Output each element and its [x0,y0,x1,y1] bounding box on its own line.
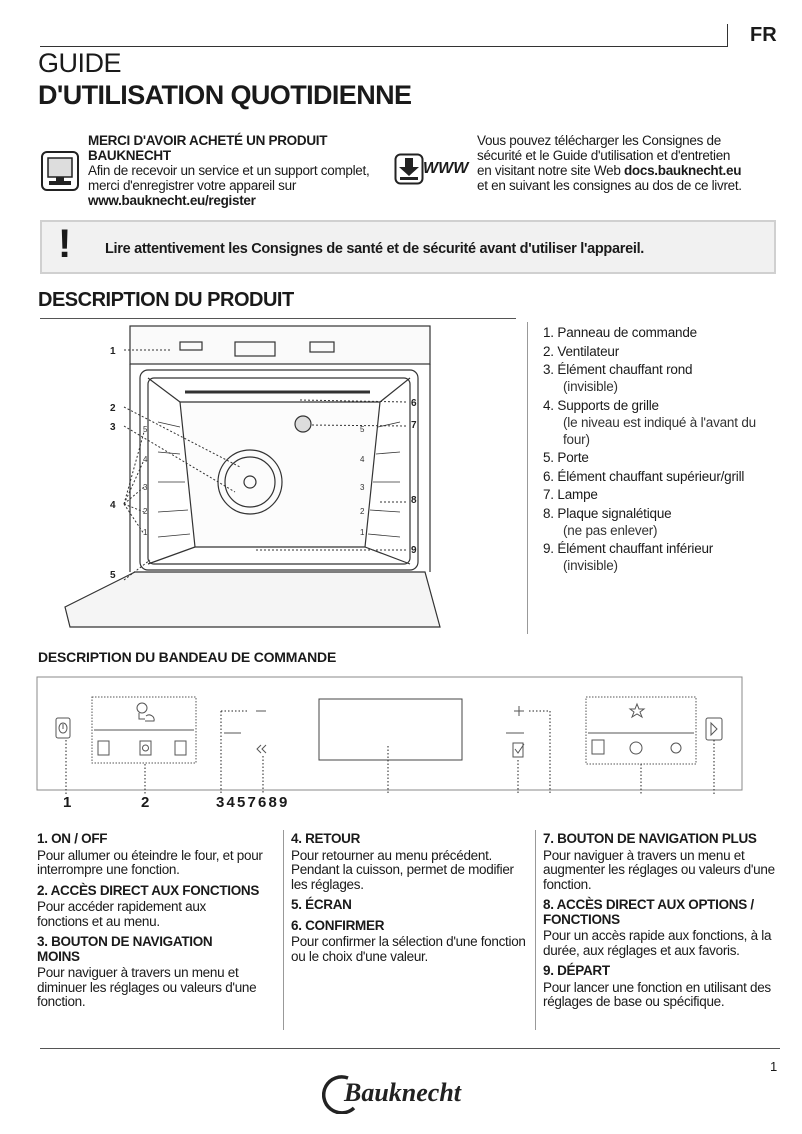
part-label: 9. Élément chauffant inférieur [543,541,714,556]
divider [40,1048,780,1049]
item-text: Pour naviguer à travers un menu et augmenter les réglages ou valeurs d'une fonction. [543,847,775,892]
divider [40,318,516,319]
description-column-2 [291,832,531,970]
part-label: 1. Panneau de commande [543,325,697,340]
part-label: 7. Lampe [543,487,598,502]
item-text: Pour lancer une fonction en utilisant des réglages de base ou spécifique. [543,979,771,1009]
part-label: 5. Porte [543,450,589,465]
product-heading: DESCRIPTION DU PRODUIT [38,289,294,311]
part-item [543,324,778,341]
part-item [543,449,778,466]
download-text-end: et en suivant les consignes au dos de ce livret. [477,178,742,193]
panel-numbers-3-9: 3 4 5 7 6 8 9 [216,794,287,811]
shelf-level-5: 5 [360,425,365,434]
plus-icon [514,706,524,716]
part-label: 3. Élément chauffant rond [543,362,693,377]
description-column-1 [37,832,277,1016]
shelf-level-5: 5 [143,425,148,434]
shelf-level-2: 2 [143,507,148,516]
oven-diagram [40,322,510,637]
item-text: Pour naviguer à travers un menu et diminuer les réglages ou valeurs d'une fonction. [37,965,257,1009]
item-title: 1. ON / OFF [37,831,108,846]
parts-list [543,324,778,576]
item-title: 4. RETOUR [291,831,361,846]
download-text: Vous pouvez télécharger les Consignes de sécurité et le Guide d'utilisation et d'entretien en visitant notre site Web [477,133,731,178]
chef-hat-icon [137,703,154,721]
callout-8: 8 [411,495,417,506]
download-info [477,133,747,193]
divider [40,46,728,47]
docs-link[interactable]: docs.bauknecht.eu [623,163,742,178]
fan-icon [140,741,151,755]
part-label: 2. Ventilateur [543,343,620,359]
item-text: Pour allumer ou éteindre le four, et pour interrompre une fonction. [37,847,263,877]
callout-6: 6 [411,398,417,409]
part-item [543,486,778,503]
panel-number-1: 1 [63,794,72,811]
part-note: (ne pas enlever) [563,522,658,538]
power-icon [56,718,70,738]
divider [283,830,284,1030]
shelf-level-4: 4 [360,455,365,464]
confirm-icon [513,743,524,757]
part-note: (invisible) [563,558,618,573]
part-item [543,361,778,395]
shelf-level-1: 1 [360,528,365,537]
back-icon [257,745,266,753]
shelf-level-3: 3 [143,483,148,492]
panel-heading: DESCRIPTION DU BANDEAU DE COMMANDE [38,649,337,665]
svg-text:Bauknecht: Bauknecht [344,1078,462,1107]
title-line-1: GUIDE [38,48,122,78]
callout-5: 5 [110,570,116,581]
item-text: Pour confirmer la sélection d'une fonction ou le choix d'une valeur. [291,934,526,964]
www-icon-text: WWW [423,160,469,177]
start-icon [706,718,722,740]
page-number: 1 [770,1059,778,1074]
part-note: (le niveau est indiqué à l'avant du four) [563,414,756,447]
download-icon [394,153,424,185]
display-screen [319,699,462,760]
part-item [543,540,778,574]
register-heading: MERCI D'AVOIR ACHETÉ UN PRODUIT BAUKNECHT [88,133,328,163]
shelf-level-4: 4 [143,455,148,464]
part-label: 4. Supports de grille [543,397,659,413]
options-icon [592,740,604,754]
item-title: 6. CONFIRMER [291,917,385,933]
shelf-level-3: 3 [360,483,365,492]
exclamation-icon: ! [58,222,72,266]
item-title: 9. DÉPART [543,963,610,978]
language-code: FR [750,24,777,46]
part-item [543,397,778,448]
register-link[interactable]: www.bauknecht.eu/register [88,193,256,208]
description-column-3 [543,832,781,1016]
item-text: Pour accéder rapidement aux fonctions et au menu. [37,899,207,929]
part-label: 8. Plaque signalétique [543,505,672,521]
control-panel-diagram [36,676,746,794]
menu-icon [98,741,109,755]
item-title: 2. ACCÈS DIRECT AUX FONCTIONS [37,882,260,898]
monitor-icon [40,150,80,192]
timer-icon [630,742,642,754]
bauknecht-logo [322,1070,502,1119]
shelf-level-2: 2 [360,507,365,516]
title-line-2: D'UTILISATION QUOTIDIENNE [38,80,412,110]
item-title: 7. BOUTON DE NAVIGATION PLUS [543,831,757,846]
callout-3: 3 [110,422,116,433]
favorite-star-icon [630,704,644,717]
panel-number-2: 2 [141,794,150,811]
part-item [543,468,778,485]
settings-gear-icon [671,743,681,753]
screen-icon [175,741,186,755]
item-title: 3. BOUTON DE NAVIGATION MOINS [37,934,213,964]
divider [535,830,536,1030]
callout-9: 9 [411,545,417,556]
divider [527,322,528,634]
item-text: Pour un accès rapide aux fonctions, à la durée, aux réglages et aux favoris. [543,928,772,958]
part-label: 6. Élément chauffant supérieur/grill [543,468,745,484]
item-title: 8. ACCÈS DIRECT AUX OPTIONS / FONCTIONS [543,897,754,927]
callout-1: 1 [110,346,116,357]
part-item [543,343,778,360]
shelf-level-1: 1 [143,528,148,537]
warning-text: Lire attentivement les Consignes de santé et de sécurité avant d'utiliser l'appareil. [105,241,645,257]
item-text: Pour retourner au menu précédent. Pendant la cuisson, permet de modifier les réglages. [291,847,514,892]
callout-7: 7 [411,420,417,431]
register-info [88,133,388,208]
divider [727,24,728,47]
callout-4: 4 [110,500,116,511]
callout-2: 2 [110,403,116,414]
register-text: Afin de recevoir un service et un support complet, merci d'enregistrer votre appareil sur [88,163,370,193]
part-item [543,505,778,539]
part-note: (invisible) [563,379,618,394]
item-title: 5. ÉCRAN [291,897,352,912]
